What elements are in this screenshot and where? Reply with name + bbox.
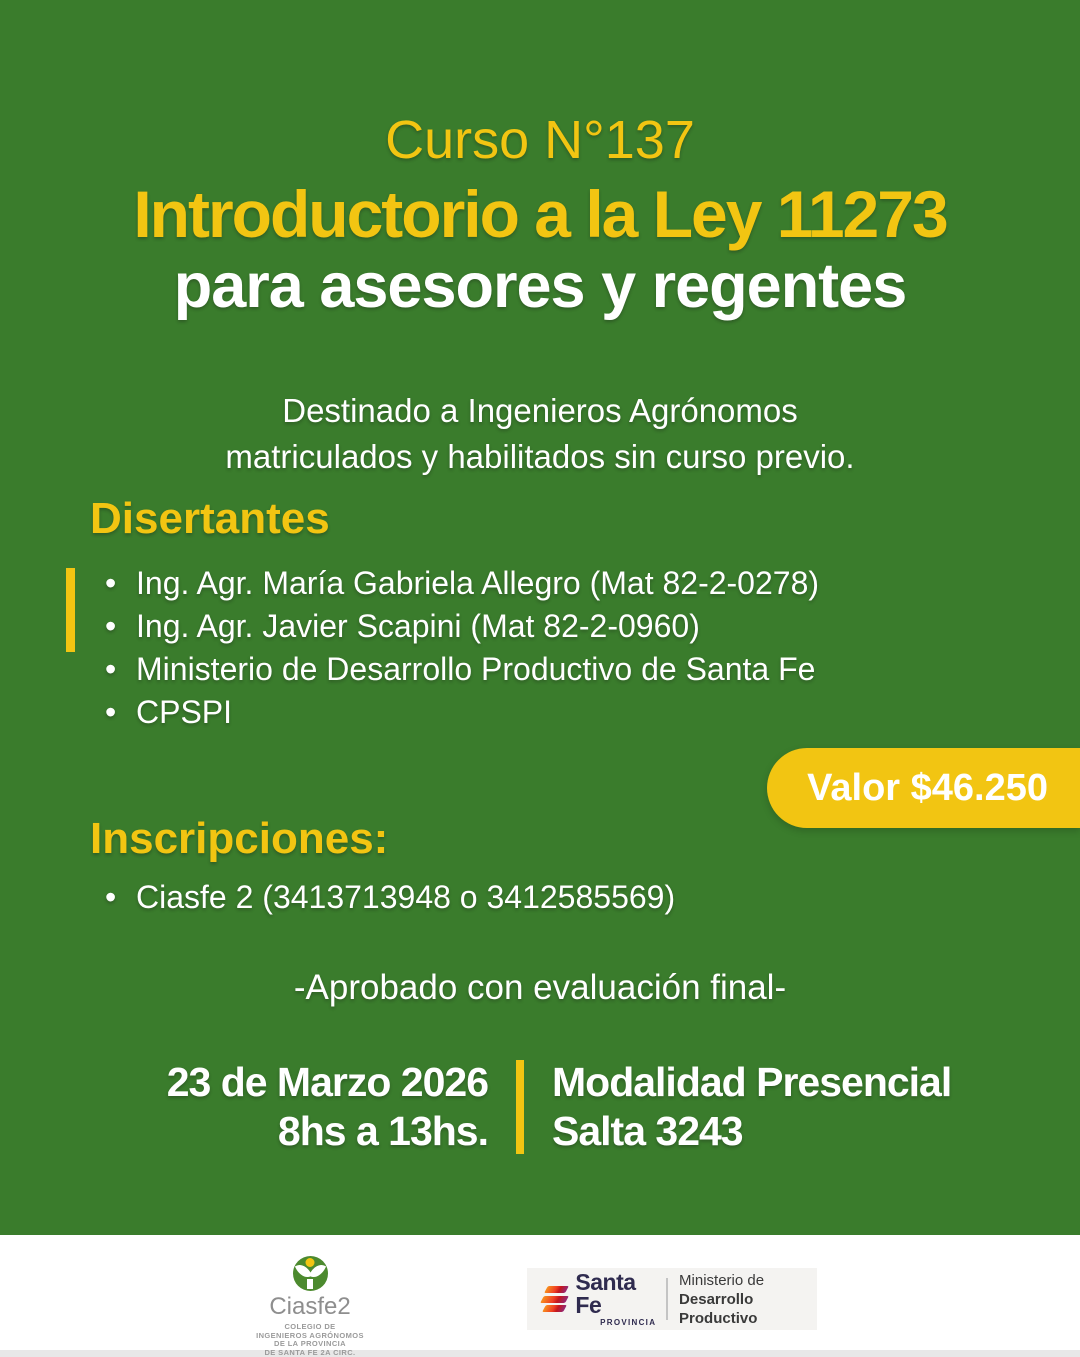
santafe-provincia: PROVINCIA: [575, 1318, 656, 1327]
speakers-section-heading: Disertantes: [90, 494, 330, 544]
ciasfe2-logo-icon: [293, 1256, 328, 1291]
speakers-accent-bar: [66, 568, 75, 652]
inscriptions-list-container: [66, 876, 675, 919]
price-badge-label: Valor $46.250: [807, 767, 1048, 810]
course-title-sub: para asesores y regentes: [0, 252, 1080, 320]
santafe-government-logo: [527, 1268, 817, 1330]
ciasfe2-logo: [248, 1256, 372, 1357]
audience-description: [0, 388, 1080, 480]
inscriptions-section-heading: Inscripciones:: [90, 814, 388, 864]
schedule-block: [0, 1058, 1080, 1156]
speaker-item: • Ministerio de Desarrollo Productivo de Santa Fe: [103, 648, 819, 691]
speaker-item: • CPSPI: [103, 691, 819, 734]
header: [0, 110, 1080, 320]
schedule-modality-address: [552, 1058, 951, 1156]
santafe-logo-divider: [666, 1278, 668, 1320]
schedule-date: 23 de Marzo 2026: [0, 1058, 488, 1107]
inscription-item: • Ciasfe 2 (3413713948 o 3412585569): [103, 876, 675, 919]
approval-note: -Aprobado con evaluación final-: [0, 968, 1080, 1008]
audience-description-line2: matriculados y habilitados sin curso previo.: [0, 434, 1080, 480]
ciasfe2-org-line: DE SANTA FE 2A CIRC.: [248, 1349, 372, 1357]
santafe-wordmark: [575, 1271, 656, 1327]
schedule-time: 8hs a 13hs.: [0, 1107, 488, 1156]
inscriptions-list: [66, 876, 675, 919]
ministry-line1: Ministerio de: [679, 1271, 817, 1290]
footer: [0, 1235, 1080, 1350]
ciasfe2-org-line: COLEGIO DE: [248, 1323, 372, 1332]
schedule-modality: Modalidad Presencial: [552, 1058, 951, 1107]
schedule-date-time: [0, 1058, 488, 1156]
speaker-item: • Ing. Agr. Javier Scapini (Mat 82-2-0960): [103, 605, 819, 648]
ciasfe2-org-text: [248, 1323, 372, 1357]
ciasfe2-org-line: DE LA PROVINCIA: [248, 1340, 372, 1349]
ciasfe2-name: Ciasfe2: [248, 1294, 372, 1320]
stem-icon: [307, 1279, 313, 1289]
price-badge: [767, 748, 1080, 828]
speakers-list: [66, 562, 819, 734]
ministry-name: [679, 1271, 817, 1328]
santafe-brand: Santa Fe: [575, 1271, 656, 1317]
speaker-item: • Ing. Agr. María Gabriela Allegro (Mat 82-2-0278): [103, 562, 819, 605]
course-title-main: Introductorio a la Ley 11273: [0, 178, 1080, 250]
sun-dot-icon: [306, 1258, 315, 1267]
ciasfe2-org-line: INGENIEROS AGRÓNOMOS: [248, 1332, 372, 1341]
santafe-flag-icon: [541, 1284, 567, 1313]
ministry-line2: Desarrollo Productivo: [679, 1290, 817, 1328]
audience-description-line1: Destinado a Ingenieros Agrónomos: [0, 388, 1080, 434]
course-number: Curso N°137: [0, 110, 1080, 170]
schedule-divider: [516, 1060, 524, 1154]
schedule-address: Salta 3243: [552, 1107, 951, 1156]
speakers-list-container: [66, 562, 819, 734]
